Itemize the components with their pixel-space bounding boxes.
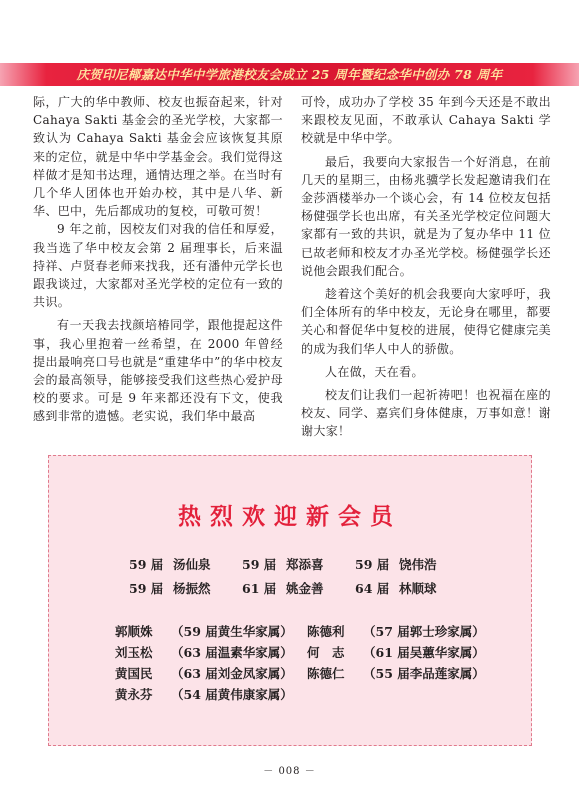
paragraph: 校友们让我们一起祈祷吧！也祝福在座的校友、同学、嘉宾们身体健康，万事如意！谢谢大家！ bbox=[301, 388, 551, 439]
family-name: 何 志 bbox=[307, 645, 345, 660]
paragraph: 有一天我去找颜培椿同学，跟他提起这件事，我心里抱着一丝希望，在 2000 年曾经提出最响亮口号也就是“重建华中”的华中校友会的最高领导，能够接受我们这些热心爱护母校的要求。可是 9 年来都还没有下文，使我感到非常的遗憾。老实说，我们华中最高 bbox=[33, 318, 283, 424]
family-row bbox=[49, 643, 531, 661]
members-row bbox=[49, 555, 531, 573]
paragraph: 最后，我要向大家报告一个好消息，在前几天的星期三，由杨兆骥学长发起邀请我们在金莎酒楼举办一个谈心会，有 14 位校友包括杨健强学长也出席，有关圣光学校定位问题大家都有一致的共识，就是为了复办华中 11 位已故老师和校友才办圣光学校。杨健强学长还说他会跟我们配合。 bbox=[301, 154, 551, 278]
page-number: － 008 － bbox=[263, 766, 316, 777]
family-entry bbox=[115, 643, 293, 661]
member-batch: 59 届 bbox=[242, 557, 277, 572]
member-batch: 59 届 bbox=[129, 581, 164, 596]
header-banner bbox=[0, 63, 579, 86]
family-name: 陈德利 bbox=[307, 624, 345, 639]
paragraph: 趁着这个美好的机会我要向大家呼吁，我们全体所有的华中校友，无论身在哪里，都要关心和督促华中复校的进展，使得它健康完美的成为我们华人中人的骄傲。 bbox=[301, 287, 551, 356]
paragraph: 际，广大的华中教师、校友也振奋起来，针对 Cahaya Sakti 基金会的圣光学校，大家都一致认为 Cahaya Sakti 基金会应该恢复其原来的定位，就是中华中学基金会。我们觉得这样做才是知书达理，通情达理之举。在当时有几个华人团体也开始办校，其中是八华、新华、巴中，先后都成功的复校，可敬可贺！ bbox=[33, 95, 283, 219]
family-name: 黄国民 bbox=[115, 666, 153, 681]
member-entry bbox=[129, 579, 211, 597]
member-name: 林顺球 bbox=[399, 581, 437, 596]
member-batch: 59 届 bbox=[129, 557, 164, 572]
members-row bbox=[49, 579, 531, 597]
family-note: （63 届温素华家属） bbox=[171, 645, 293, 660]
banner-title: 庆贺印尼椰嘉达中华中学旅港校友会成立 25 周年暨纪念华中创办 78 周年 bbox=[76, 67, 503, 82]
member-name: 汤仙泉 bbox=[173, 557, 211, 572]
family-note: （61 届吴蕙华家属） bbox=[363, 645, 485, 660]
member-batch: 61 届 bbox=[242, 581, 277, 596]
article-column-right bbox=[301, 93, 551, 441]
family-entry bbox=[115, 622, 293, 640]
member-entry bbox=[129, 555, 211, 573]
family-name: 黄永芬 bbox=[115, 687, 153, 702]
paragraph: 9 年之前，因校友们对我的信任和厚爱，我当选了华中校友会第 2 届理事长，后来温持祥、卢贤春老师来找我，还有潘仲元学长也跟我谈过，大家都对圣光学校的定位有一致的共识。 bbox=[33, 222, 283, 310]
family-note: （63 届刘金凤家属） bbox=[171, 666, 293, 681]
article-body bbox=[33, 93, 553, 459]
family-name: 刘玉松 bbox=[115, 645, 153, 660]
family-note: （59 届黄生华家属） bbox=[171, 624, 293, 639]
member-batch: 64 届 bbox=[355, 581, 390, 596]
panel-title: 热烈欢迎新会员 bbox=[178, 503, 402, 530]
family-row bbox=[49, 622, 531, 640]
family-note: （54 届黄伟康家属） bbox=[171, 687, 293, 702]
article-column-left bbox=[33, 93, 283, 426]
member-entry bbox=[355, 555, 437, 573]
member-name: 饶伟浩 bbox=[399, 557, 437, 572]
family-row bbox=[49, 685, 531, 703]
family-note: （55 届李品莲家属） bbox=[363, 666, 485, 681]
member-entry bbox=[242, 555, 324, 573]
family-entry bbox=[115, 664, 293, 682]
family-entry bbox=[115, 685, 293, 703]
family-entry bbox=[307, 622, 485, 640]
family-entry bbox=[307, 643, 485, 661]
member-entry bbox=[355, 579, 437, 597]
family-note: （57 届郭士珍家属） bbox=[363, 624, 485, 639]
family-name: 陈德仁 bbox=[307, 666, 345, 681]
member-entry bbox=[242, 579, 324, 597]
member-name: 郑添喜 bbox=[286, 557, 324, 572]
family-entry bbox=[307, 664, 485, 682]
member-name: 姚金善 bbox=[286, 581, 324, 596]
member-batch: 59 届 bbox=[355, 557, 390, 572]
member-name: 杨振然 bbox=[173, 581, 211, 596]
new-members-panel bbox=[48, 455, 532, 746]
family-name: 郭顺姝 bbox=[115, 624, 153, 639]
family-row bbox=[49, 664, 531, 682]
paragraph: 人在做，天在看。 bbox=[325, 364, 424, 379]
paragraph: 可怜，成功办了学校 35 年到今天还是不敢出来跟校友见面，不敢承认 Cahaya Sakti 学校就是中华中学。 bbox=[301, 95, 551, 146]
